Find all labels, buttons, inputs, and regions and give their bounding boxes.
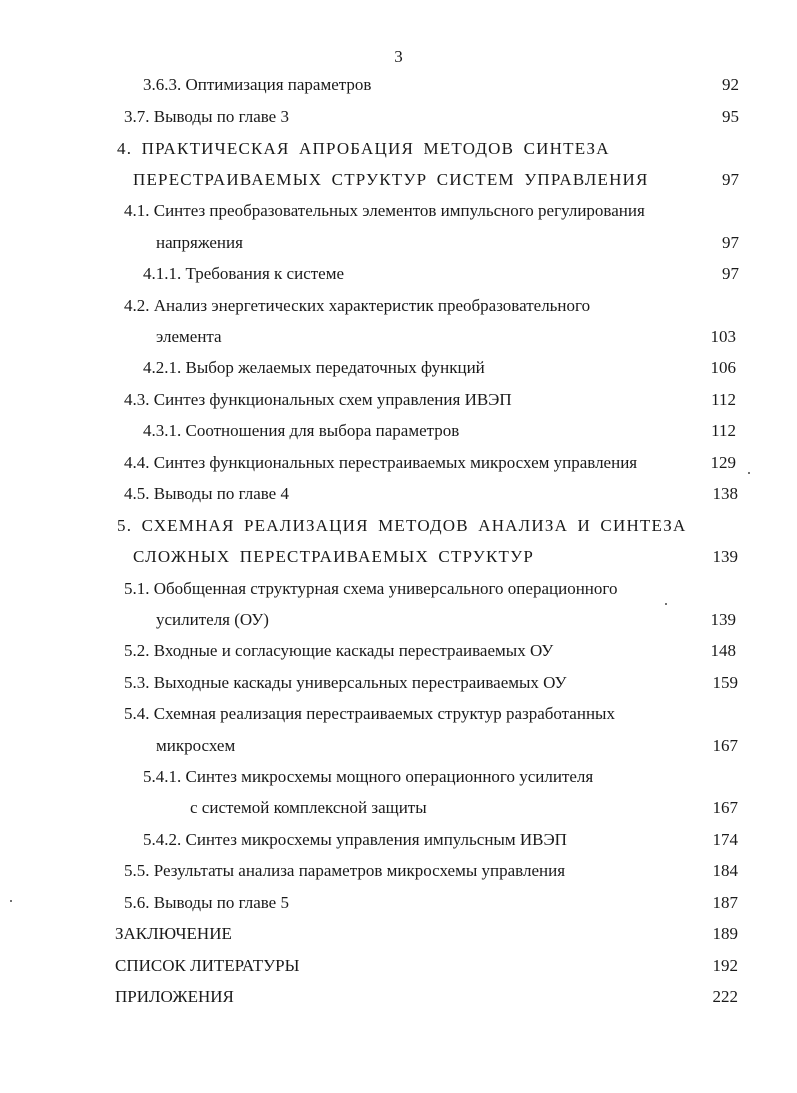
scan-speck	[748, 472, 750, 474]
toc-page-5-2: 148	[710, 641, 736, 660]
toc-entry-5-4-1-cont: с системой комплексной защиты	[190, 798, 427, 817]
toc-entry-5-4-cont: микросхем	[156, 736, 236, 755]
toc-entry-5-4: 5.4. Схемная реализация перестраиваемых структур разработанных	[124, 704, 615, 723]
toc-entry-5-3: 5.3. Выходные каскады универсальных перестраиваемых ОУ	[124, 673, 567, 692]
scan-speck	[10, 900, 12, 902]
toc-page-conclusion: 189	[712, 924, 738, 943]
toc-entry-4-2-cont: элемента	[156, 327, 222, 346]
toc-page-5-4-2: 174	[712, 830, 738, 849]
toc-entry-4-5: 4.5. Выводы по главе 4	[124, 484, 289, 503]
toc-entry-4-1: 4.1. Синтез преобразовательных элементов импульсного регулирования	[124, 201, 645, 220]
toc-entry-4-1-cont: напряжения	[156, 233, 243, 252]
toc-entry-4-1-1: 4.1.1. Требования к системе	[143, 264, 345, 283]
toc-entry-references: СПИСОК ЛИТЕРАТУРЫ	[115, 956, 300, 975]
toc-entry-5-1-cont: усилителя (ОУ)	[156, 610, 269, 629]
toc-page-5-4: 167	[712, 736, 738, 755]
toc-entry-appendices: ПРИЛОЖЕНИЯ	[115, 987, 234, 1006]
toc-page-appendices: 222	[712, 987, 738, 1006]
toc-page-5-3: 159	[712, 673, 738, 692]
toc-entry-5-5: 5.5. Результаты анализа параметров микросхемы управления	[124, 861, 566, 880]
toc-page-5-1: 139	[710, 610, 736, 629]
toc-page-4-3: 112	[711, 390, 736, 409]
toc-entry-5-6: 5.6. Выводы по главе 5	[124, 893, 289, 912]
toc-page-3-6-3: 92	[722, 75, 739, 94]
toc-page-5-4-1: 167	[712, 798, 738, 817]
toc-entry-4-2-1: 4.2.1. Выбор желаемых передаточных функций	[143, 358, 485, 377]
toc-page-4-5: 138	[712, 484, 738, 503]
toc-page-5: 139	[712, 547, 738, 566]
toc-page-4-2: 103	[710, 327, 736, 346]
toc-entry-3-7: 3.7. Выводы по главе 3	[124, 107, 289, 126]
scan-speck	[665, 603, 667, 605]
toc-entry-5-1: 5.1. Обобщенная структурная схема универсального операционного	[124, 579, 618, 598]
toc-page-3-7: 95	[722, 107, 739, 126]
toc-page-4: 97	[722, 170, 739, 189]
toc-entry-4-3-1: 4.3.1. Соотношения для выбора параметров	[143, 421, 460, 440]
toc-chapter-5-title: 5. СХЕМНАЯ РЕАЛИЗАЦИЯ МЕТОДОВ АНАЛИЗА И СИНТЕЗА	[117, 516, 687, 535]
toc-entry-4-4: 4.4. Синтез функциональных перестраиваемых микросхем управления	[124, 453, 638, 472]
toc-entry-5-2: 5.2. Входные и согласующие каскады перестраиваемых ОУ	[124, 641, 554, 660]
toc-page-5-5: 184	[712, 861, 738, 880]
toc-page-4-2-1: 106	[710, 358, 736, 377]
toc-page-4-4: 129	[710, 453, 736, 472]
toc-entry-4-3: 4.3. Синтез функциональных схем управления ИВЭП	[124, 390, 512, 409]
toc-chapter-5-title-cont: СЛОЖНЫХ ПЕРЕСТРАИВАЕМЫХ СТРУКТУР	[133, 547, 535, 566]
toc-entry-conclusion: ЗАКЛЮЧЕНИЕ	[115, 924, 232, 943]
toc-page-5-6: 187	[712, 893, 738, 912]
toc-page-4-3-1: 112	[711, 421, 736, 440]
toc-chapter-4-title: 4. ПРАКТИЧЕСКАЯ АПРОБАЦИЯ МЕТОДОВ СИНТЕЗА	[117, 139, 610, 158]
toc-chapter-4-title-cont: ПЕРЕСТРАИВАЕМЫХ СТРУКТУР СИСТЕМ УПРАВЛЕНИЯ	[133, 170, 649, 189]
toc-page-4-1-1: 97	[722, 264, 739, 283]
toc-entry-3-6-3: 3.6.3. Оптимизация параметров	[143, 75, 372, 94]
toc-page-references: 192	[712, 956, 738, 975]
page-number: 3	[394, 47, 403, 66]
toc-entry-5-4-2: 5.4.2. Синтез микросхемы управления импульсным ИВЭП	[143, 830, 567, 849]
toc-page-4-1: 97	[722, 233, 739, 252]
toc-entry-4-2: 4.2. Анализ энергетических характеристик преобразовательного	[124, 296, 591, 315]
toc-entry-5-4-1: 5.4.1. Синтез микросхемы мощного операционного усилителя	[143, 767, 594, 786]
